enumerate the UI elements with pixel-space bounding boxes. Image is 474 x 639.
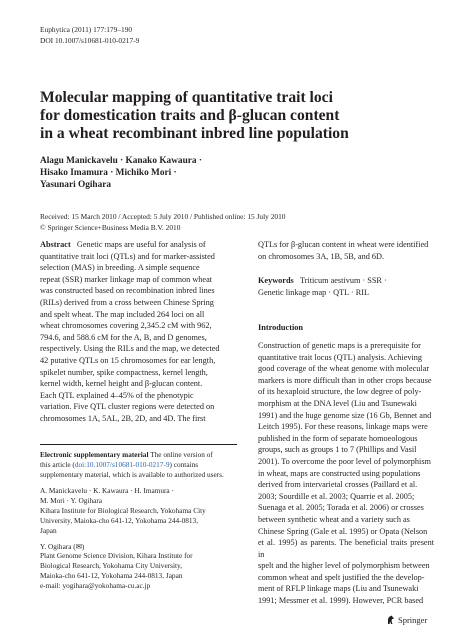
- esm-text: The online version of: [150, 450, 213, 459]
- intro-body: [258, 340, 434, 607]
- intro-line: Chinese Spring (Gale et al. 1995) or Opata (Nelson: [258, 526, 428, 536]
- intro-line: Construction of genetic maps is a prerequisite for: [258, 341, 421, 350]
- affil-line: Y. Ogihara (✉): [40, 541, 85, 551]
- abstract-line: repeat (SSR) marker linkage map of common wheat: [40, 274, 213, 284]
- intro-line: common wheat and spelt justified the the develop-: [258, 572, 425, 582]
- intro-line: quantitative trait locus (QTL) analysis. Achieving: [258, 352, 423, 362]
- intro-line: 1991; Messmer et al. 1999). However, PCR based: [258, 596, 424, 606]
- esm-doi-link[interactable]: doi:10.1007/s10681-010-0217-9: [74, 459, 170, 469]
- intro-line: Leitch 1995). For these reasons, linkage maps were: [258, 422, 428, 432]
- abstract-line: wheat chromosomes covering 2,345.2 cM with 962,: [40, 321, 212, 331]
- intro-line: morphism at the DNA level (Liu and Tsunewaki: [258, 398, 417, 408]
- abstract: [40, 239, 237, 425]
- affil-line: A. Manickavelu · K. Kawaura · H. Imamura ·: [40, 486, 174, 495]
- keywords: [258, 275, 434, 298]
- title-line: for domestication traits and β-glucan content: [40, 107, 340, 124]
- springer-horse-icon: [386, 615, 395, 625]
- abstract-line: spikelet number, spike compactness, kernel length,: [40, 367, 208, 377]
- intro-line: derived from intervarietal crosses (Paillard et al.: [258, 480, 418, 490]
- title-line: in a wheat recombinant inbred line population: [40, 125, 349, 142]
- esm-note: [40, 450, 237, 480]
- abstract-line: (RILs) derived from a cross between Chinese Spring: [40, 297, 214, 307]
- abstract-line: 42 putative QTLs on 15 chromosomes for ear length,: [40, 355, 216, 365]
- affil-line: Japan: [40, 525, 57, 535]
- abstract-line: on chromosomes 3A, 1B, 5B, and 6D.: [258, 251, 385, 261]
- intro-line: spelt and the higher level of polymorphism between: [258, 561, 430, 571]
- affil-line: Maioka-cho 641-12, Yokohama 244-0813, Japan: [40, 571, 183, 581]
- keywords-line: Triticum aestivum · SSR ·: [299, 276, 387, 285]
- intro-line: et al. 1995) as parents. The beneficial traits present in: [258, 538, 434, 559]
- abstract-line: 794.6, and 588.6 cM for the A, B, and D genomes,: [40, 332, 207, 342]
- affil-line: M. Mori · Y. Ogihara: [40, 495, 103, 505]
- intro-line: markers is more difficult than in other crops because: [258, 375, 432, 385]
- intro-line: 2003; Sourdille et al. 2003; Quarrie et al. 2005;: [258, 491, 415, 501]
- title-line: Molecular mapping of quantitative trait loci: [40, 89, 333, 106]
- journal-citation: Euphytica (2011) 177:179–190: [40, 25, 133, 34]
- affiliations: [40, 486, 237, 591]
- intro-line: 1991) and the huge genome size (16 Gb, Bennet and: [258, 410, 432, 420]
- history: Received: 15 March 2010 / Accepted: 5 July 2010 / Published online: 15 July 2010: [40, 212, 286, 221]
- author-line: Hisako Imamura · Michiko Mori ·: [40, 168, 177, 178]
- intro-line: good coverage of the wheat genome with molecular: [258, 364, 430, 374]
- affil-line: Plant Genome Science Division, Kihara Institute for: [40, 551, 193, 561]
- abstract-line: was constructed based on recombination inbred lines: [40, 286, 215, 296]
- esm-heading: Electronic supplementary material: [40, 450, 149, 459]
- author-list: [40, 155, 280, 191]
- intro-line: between synthetic wheat and a variety such as: [258, 514, 410, 524]
- abstract-line: kernel width, kernel height and β-glucan content.: [40, 379, 203, 389]
- intro-line: 2001). To overcome the poor level of polymorphism: [258, 456, 431, 466]
- copyright: © Springer Science+Business Media B.V. 2010: [40, 222, 181, 232]
- author-line: Alagu Manickavelu · Kanako Kawaura ·: [40, 156, 202, 166]
- publisher-logo: [386, 615, 427, 625]
- intro-line: in wheat, maps are constructed using populations: [258, 468, 421, 478]
- publisher-name: Springer: [398, 615, 428, 625]
- author-line: Yasunari Ogihara: [40, 180, 112, 190]
- abstract-line: QTLs for β-glucan content in wheat were identified: [258, 240, 429, 249]
- intro-line: of its hexaploid structure, the low degree of poly-: [258, 387, 422, 397]
- abstract-line: variation. Five QTL cluster regions were detected on: [40, 402, 215, 412]
- esm-text: this article (: [40, 459, 75, 469]
- keywords-heading: Keywords: [258, 276, 294, 285]
- doi: DOI 10.1007/s10681-010-0217-9: [40, 36, 140, 45]
- article-title: [40, 89, 440, 143]
- esm-text: ) contains: [169, 459, 199, 469]
- abstract-line: Genetic maps are useful for analysis of: [76, 240, 206, 249]
- abstract-line: quantitative trait loci (QTLs) and for marker-assisted: [40, 251, 215, 261]
- keywords-line: Genetic linkage map · QTL · RIL: [258, 287, 370, 297]
- publication-dates: [40, 212, 440, 233]
- abstract-line: respectively. Using the RILs and the map, we detected: [40, 344, 220, 354]
- esm-text: supplementary material, which is available to authorized users.: [40, 469, 224, 479]
- abstract-continuation: [258, 239, 434, 262]
- intro-heading: Introduction: [258, 323, 304, 332]
- abstract-heading: Abstract: [40, 240, 71, 249]
- abstract-line: selection (MAS) in breeding. A simple sequence: [40, 263, 200, 273]
- intro-line: groups, such as groups 1 to 7 (Phillips and Vasil: [258, 445, 417, 455]
- abstract-line: Each QTL explained 4–45% of the phenotypic: [40, 390, 194, 400]
- intro-line: Suenaga et al. 2005; Torada et al. 2006) or crosses: [258, 503, 424, 513]
- journal-header: [40, 24, 139, 46]
- affil-line: Kihara Institute for Biological Research, Yokohama City: [40, 505, 206, 515]
- affil-email[interactable]: e-mail: yogihara@yokohama-cu.ac.jp: [40, 581, 151, 591]
- abstract-line: chromosomes 1A, 5AL, 2B, 2D, and 4D. The first: [40, 413, 206, 423]
- intro-line: ment of RFLP linkage maps (Liu and Tsunewaki: [258, 584, 419, 594]
- intro-line: published in the form of separate homoeologous: [258, 433, 418, 443]
- abstract-line: and spelt wheat. The map included 264 loci on all: [40, 309, 205, 319]
- affil-line: Biological Research, Yokohama City University,: [40, 561, 182, 571]
- footnote-rule: [40, 444, 237, 445]
- affil-line: University, Maioka-cho 641-12, Yokohama 244-0813,: [40, 515, 199, 525]
